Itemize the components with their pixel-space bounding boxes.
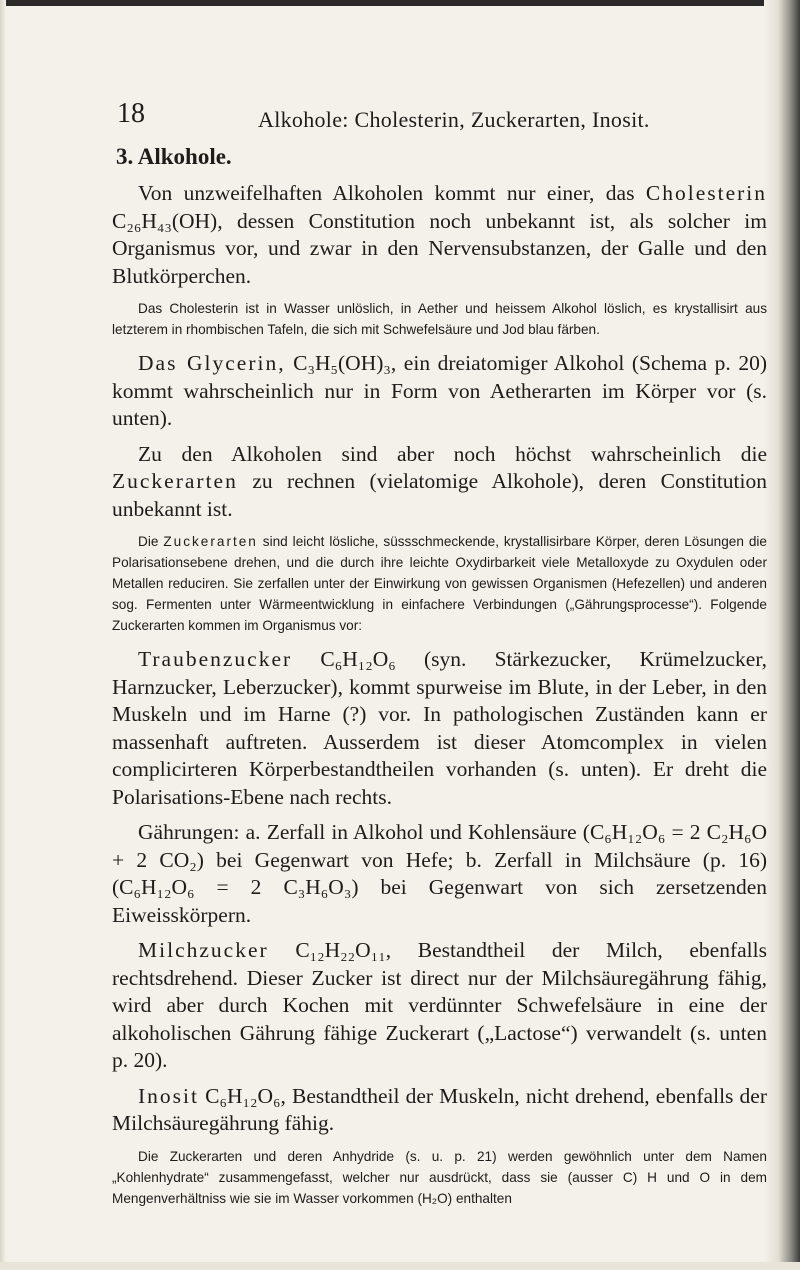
body-text bbox=[112, 144, 767, 1219]
note-kohlenhydrate: Die Zuckerarten und deren Anhydride (s. u. p. 21) werden gewöhnlich unter dem Namen „Kohlenhydrate“ zusammengefasst, welcher nur ausdrückt, dass sie (ausser C) H und O in dem Mengenverhältniss wie sie im Wasser vorkommen (H₂O) enthalten bbox=[112, 1148, 767, 1206]
note-cholesterin: Das Cholesterin ist in Wasser unlöslich, in Aether und heissem Alkohol löslich, es krystallisirt aus letzterem in rhombischen Tafeln, die sich mit Schwefelsäure und Jod blau färben. bbox=[112, 301, 767, 337]
scan-right-edge bbox=[764, 0, 800, 1270]
term-milchzucker: Milchzucker bbox=[138, 938, 269, 962]
paragraph-gaehrungen: Gährungen: a. Zerfall in Alkohol und Kohlensäure (C₆H₁₂O₆ = 2 C₂H₆O + 2 CO₂) bei Gegenwart von Hefe; b. Zerfall in Milchsäure (p. 16) (C₆H₁₂O₆ = 2 C₃H₆O₃) bei Gegenwart von sich zersetzenden Eiweisskörpern. bbox=[112, 820, 767, 927]
page-number: 18 bbox=[117, 98, 145, 129]
term-cholesterin: Cholesterin bbox=[645, 181, 767, 205]
scan-left-edge bbox=[0, 0, 6, 1270]
term-inosit: Inosit bbox=[138, 1083, 199, 1108]
paragraph-cholesterin: Von unzweifelhaften Alkoholen kommt nur einer, das Cholesterin C₂₆H₄₃(OH), dessen Constitution noch unbekannt ist, als solcher im Organismus vor, und zwar in den Nervensubstanzen, der Galle und den Blutkörperchen. bbox=[112, 181, 767, 288]
paragraph-traubenzucker: Traubenzucker C₆H₁₂O₆ (syn. Stärkezucker, Krümelzucker, Harnzucker, Leberzucker), kommt spurweise im Blute, in der Leber, in den Muskeln und im Harne (?) vor. In pathologischen Zuständen kann er massenhaft auftreten. Ausserdem ist dieser Atomcomplex in vielen complicirteren Körperbestandtheilen vorhanden (s. unten). Er dreht die Polarisations-Ebene nach rechts. bbox=[112, 647, 767, 809]
scan-top-border bbox=[0, 0, 800, 6]
scan-bottom-edge bbox=[0, 1262, 800, 1270]
note-zuckerarten: Die Zuckerarten sind leicht lösliche, süssschmeckende, krystallisirbare Körper, deren Lösungen die Polarisationsebene drehen, und die durch ihre leichte Oxydirbarkeit viele Metalloxyde zu Oxydulen oder Metallen reduciren. Sie zerfallen unter der Einwirkung von gewissen Organismen (Hefezellen) und anderen sog. Fermenten unter Wärmeentwicklung in einfachere Verbindungen („Gährungsprocesse“). Folgende Zuckerarten kommen im Organismus vor: bbox=[112, 534, 767, 633]
term-zuckerarten: Zuckerarten bbox=[112, 469, 238, 493]
paragraph-zuckerarten: Zu den Alkoholen sind aber noch höchst wahrscheinlich die Zuckerarten zu rechnen (vielatomige Alkohole), deren Constitution unbekannt ist. bbox=[112, 441, 767, 521]
term-traubenzucker: Traubenzucker bbox=[138, 647, 293, 671]
section-title: 3. Alkohole. bbox=[116, 144, 232, 169]
term-zuckerarten-note: Zuckerarten bbox=[163, 534, 258, 549]
term-glycerin: Das Glycerin, bbox=[138, 351, 286, 375]
running-title: Alkohole: Cholesterin, Zuckerarten, Inosit. bbox=[258, 107, 650, 132]
paragraph-glycerin: Das Glycerin, C₃H₅(OH)₃, ein dreiatomiger Alkohol (Schema p. 20) kommt wahrscheinlich nur in Form von Aetherarten im Körper vor (s. unten). bbox=[112, 351, 768, 430]
paragraph-inosit: Inosit C₆H₁₂O₆, Bestandtheil der Muskeln, nicht drehend, ebenfalls der Milchsäuregährung fähig. bbox=[112, 1083, 767, 1135]
paragraph-milchzucker: Milchzucker C₁₂H₂₂O₁₁, Bestandtheil der Milch, ebenfalls rechtsdrehend. Dieser Zucker ist direct nur der Milchsäuregährung fähig, wird aber durch Kochen mit verdünnter Schwefelsäure in eine der alkoholischen Gährung fähige Zuckerart („Lactose“) verwandelt (s. unten p. 20). bbox=[112, 938, 767, 1072]
